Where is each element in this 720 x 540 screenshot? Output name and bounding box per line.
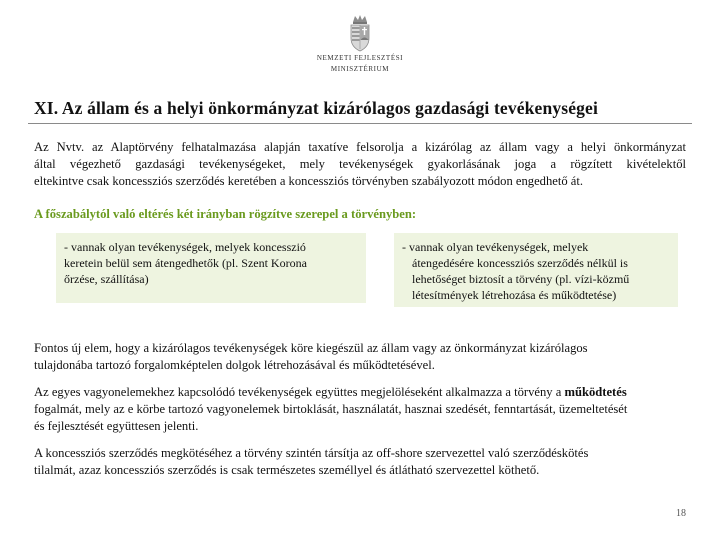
green-subheading: A főszabálytól való eltérés két irányban rögzítve szerepel a törvényben: <box>34 207 417 221</box>
intro-line: eltekintve csak koncessziós szerződés keretében a koncessziós törvényben szabályozott módon engedhető át. <box>34 174 584 188</box>
box-left-line: keretein belül sem átengedhetők (pl. Szent Korona <box>64 256 307 270</box>
exception-box-left <box>56 233 366 303</box>
title-divider <box>28 123 692 124</box>
para1-line: Fontos új elem, hogy a kizárólagos tevékenységek köre kiegészül az állam vagy az önkormányzat kizárólagos <box>34 341 588 355</box>
para2-line: fogalmát, mely az e körbe tartozó vagyonelemek birtoklását, használatát, hasznai szedését, fenntartását, üzemeltetését <box>34 402 628 416</box>
paragraph-concession <box>34 445 694 479</box>
para2-bold-term: működtetés <box>564 385 627 399</box>
box-left-line: - vannak olyan tevékenységek, melyek koncesszió <box>64 240 306 254</box>
paragraph-operation <box>34 384 694 435</box>
page-number: 18 <box>676 508 686 519</box>
para3-line: A koncessziós szerződés megkötéséhez a törvény szintén társítja az off-shore szervezettel való szerződéskötés <box>34 446 589 460</box>
logo-line-2: MINISZTÉRIUM <box>330 65 390 73</box>
box-right-line: - vannak olyan tevékenységek, melyek <box>402 240 589 254</box>
page-title: XI. Az állam és a helyi önkormányzat kizárólagos gazdasági tevékenységei <box>34 98 598 118</box>
paragraph-new-element <box>34 340 694 374</box>
box-right-line: átengedésére koncessziós szerződés nélkül is <box>412 256 628 270</box>
exception-box-right <box>394 233 678 307</box>
intro-paragraph <box>34 139 686 190</box>
para2-line: és fejlesztését együttesen jelenti. <box>34 419 199 433</box>
box-right-line: lehetőséget biztosít a törvény (pl. vízi-közmű <box>412 272 630 286</box>
para3-line: tilalmát, azaz koncessziós szerződés is csak természetes személlyel és átlátható szervezettel köthető. <box>34 463 540 477</box>
para2-line <box>34 384 694 401</box>
box-left-line: őrzése, szállítása) <box>64 272 149 286</box>
box-right-line: létesítmények létrehozása és működtetése) <box>412 288 617 302</box>
para2-line1-text: Az egyes vagyonelemekhez kapcsolódó tevékenységek együttes megjelöléseként alkalmazza a törvény a <box>34 385 565 399</box>
intro-line: által végezhető gazdasági tevékenységeket, mely tevékenységek gyakorlásának joga a rögzített kivételektől <box>34 157 686 171</box>
para1-line: tulajdonába tartozó forgalomképtelen dolgok létrehozásával és működtetésével. <box>34 358 435 372</box>
ministry-logo <box>314 14 406 74</box>
logo-line-1: NEMZETI FEJLESZTÉSI <box>316 54 404 62</box>
coat-of-arms-icon <box>347 14 373 52</box>
intro-line: Az Nvtv. az Alaptörvény felhatalmazása alapján taxatíve felsorolja a kizárólag az állam vagy a helyi önkormányzat <box>34 140 686 154</box>
